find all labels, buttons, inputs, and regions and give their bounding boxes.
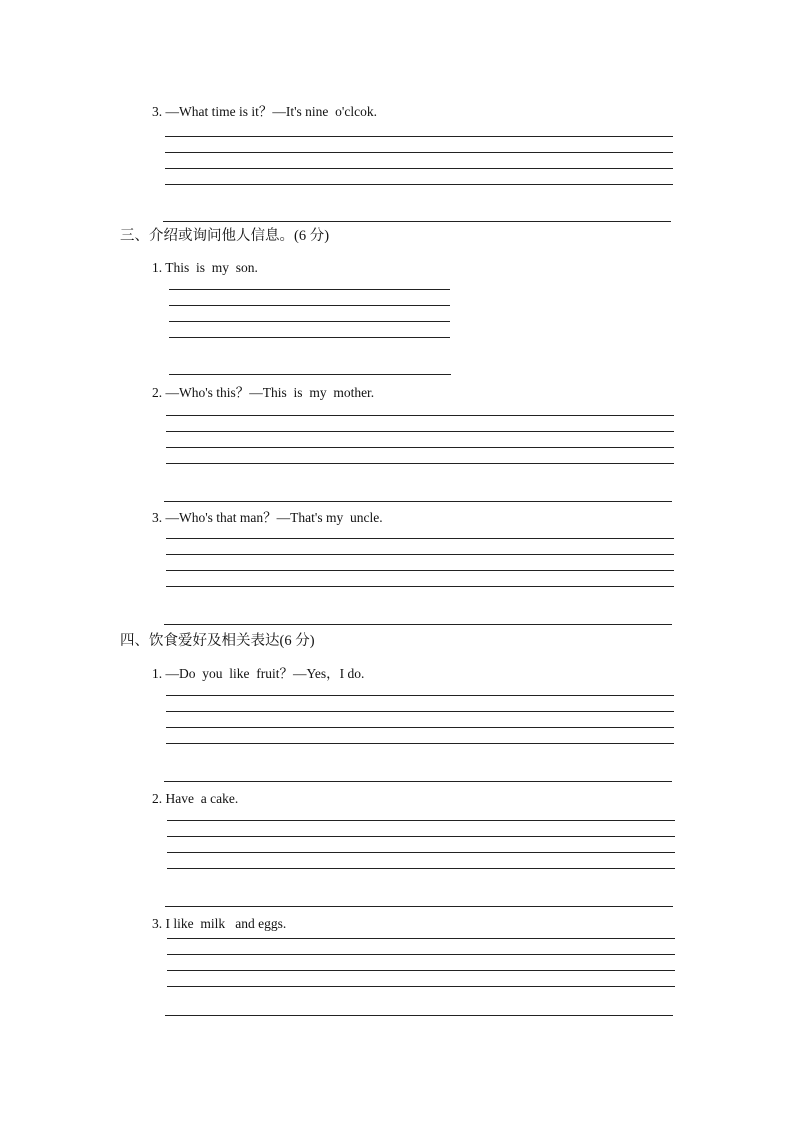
writing-line[interactable]	[169, 321, 450, 322]
writing-line[interactable]	[166, 727, 674, 728]
writing-line[interactable]	[165, 906, 673, 907]
writing-line[interactable]	[166, 554, 674, 555]
writing-line[interactable]	[164, 501, 672, 502]
writing-line[interactable]	[167, 868, 675, 869]
writing-line[interactable]	[166, 463, 674, 464]
writing-line[interactable]	[166, 586, 674, 587]
writing-line[interactable]	[166, 570, 674, 571]
section-3-title: 三、介绍或询问他人信息。(6 分)	[120, 228, 330, 244]
writing-line[interactable]	[166, 415, 674, 416]
question-4-2: 2. Have a cake.	[152, 791, 239, 806]
writing-line[interactable]	[165, 136, 673, 137]
writing-line[interactable]	[167, 820, 675, 821]
question-3-2: 2. —Who's this？—This is my mother.	[152, 385, 375, 400]
writing-line[interactable]	[164, 781, 672, 782]
writing-line[interactable]	[166, 447, 674, 448]
question-4-1: 1. —Do you like fruit？—Yes，I do.	[152, 666, 365, 681]
writing-line[interactable]	[167, 970, 675, 971]
writing-line[interactable]	[167, 986, 675, 987]
writing-line[interactable]	[169, 374, 451, 375]
writing-line[interactable]	[167, 938, 675, 939]
question-4-3: 3. I like milk and eggs.	[152, 916, 287, 931]
question-2-3: 3. —What time is it？—It's nine o'clcok.	[152, 104, 377, 119]
writing-line[interactable]	[166, 711, 674, 712]
writing-line[interactable]	[169, 337, 450, 338]
writing-line[interactable]	[167, 852, 675, 853]
question-3-1: 1. This is my son.	[152, 260, 258, 275]
writing-line[interactable]	[167, 836, 675, 837]
writing-line[interactable]	[165, 168, 673, 169]
question-3-3: 3. —Who's that man？—That's my uncle.	[152, 510, 383, 525]
writing-line[interactable]	[166, 538, 674, 539]
writing-line[interactable]	[166, 695, 674, 696]
writing-line[interactable]	[166, 431, 674, 432]
writing-line[interactable]	[165, 1015, 673, 1016]
writing-line[interactable]	[166, 743, 674, 744]
section-4-title: 四、饮食爱好及相关表达(6 分)	[120, 633, 315, 649]
writing-line[interactable]	[163, 221, 671, 222]
writing-line[interactable]	[165, 152, 673, 153]
writing-line[interactable]	[164, 624, 672, 625]
writing-line[interactable]	[169, 289, 450, 290]
writing-line[interactable]	[167, 954, 675, 955]
writing-line[interactable]	[165, 184, 673, 185]
writing-line[interactable]	[169, 305, 450, 306]
